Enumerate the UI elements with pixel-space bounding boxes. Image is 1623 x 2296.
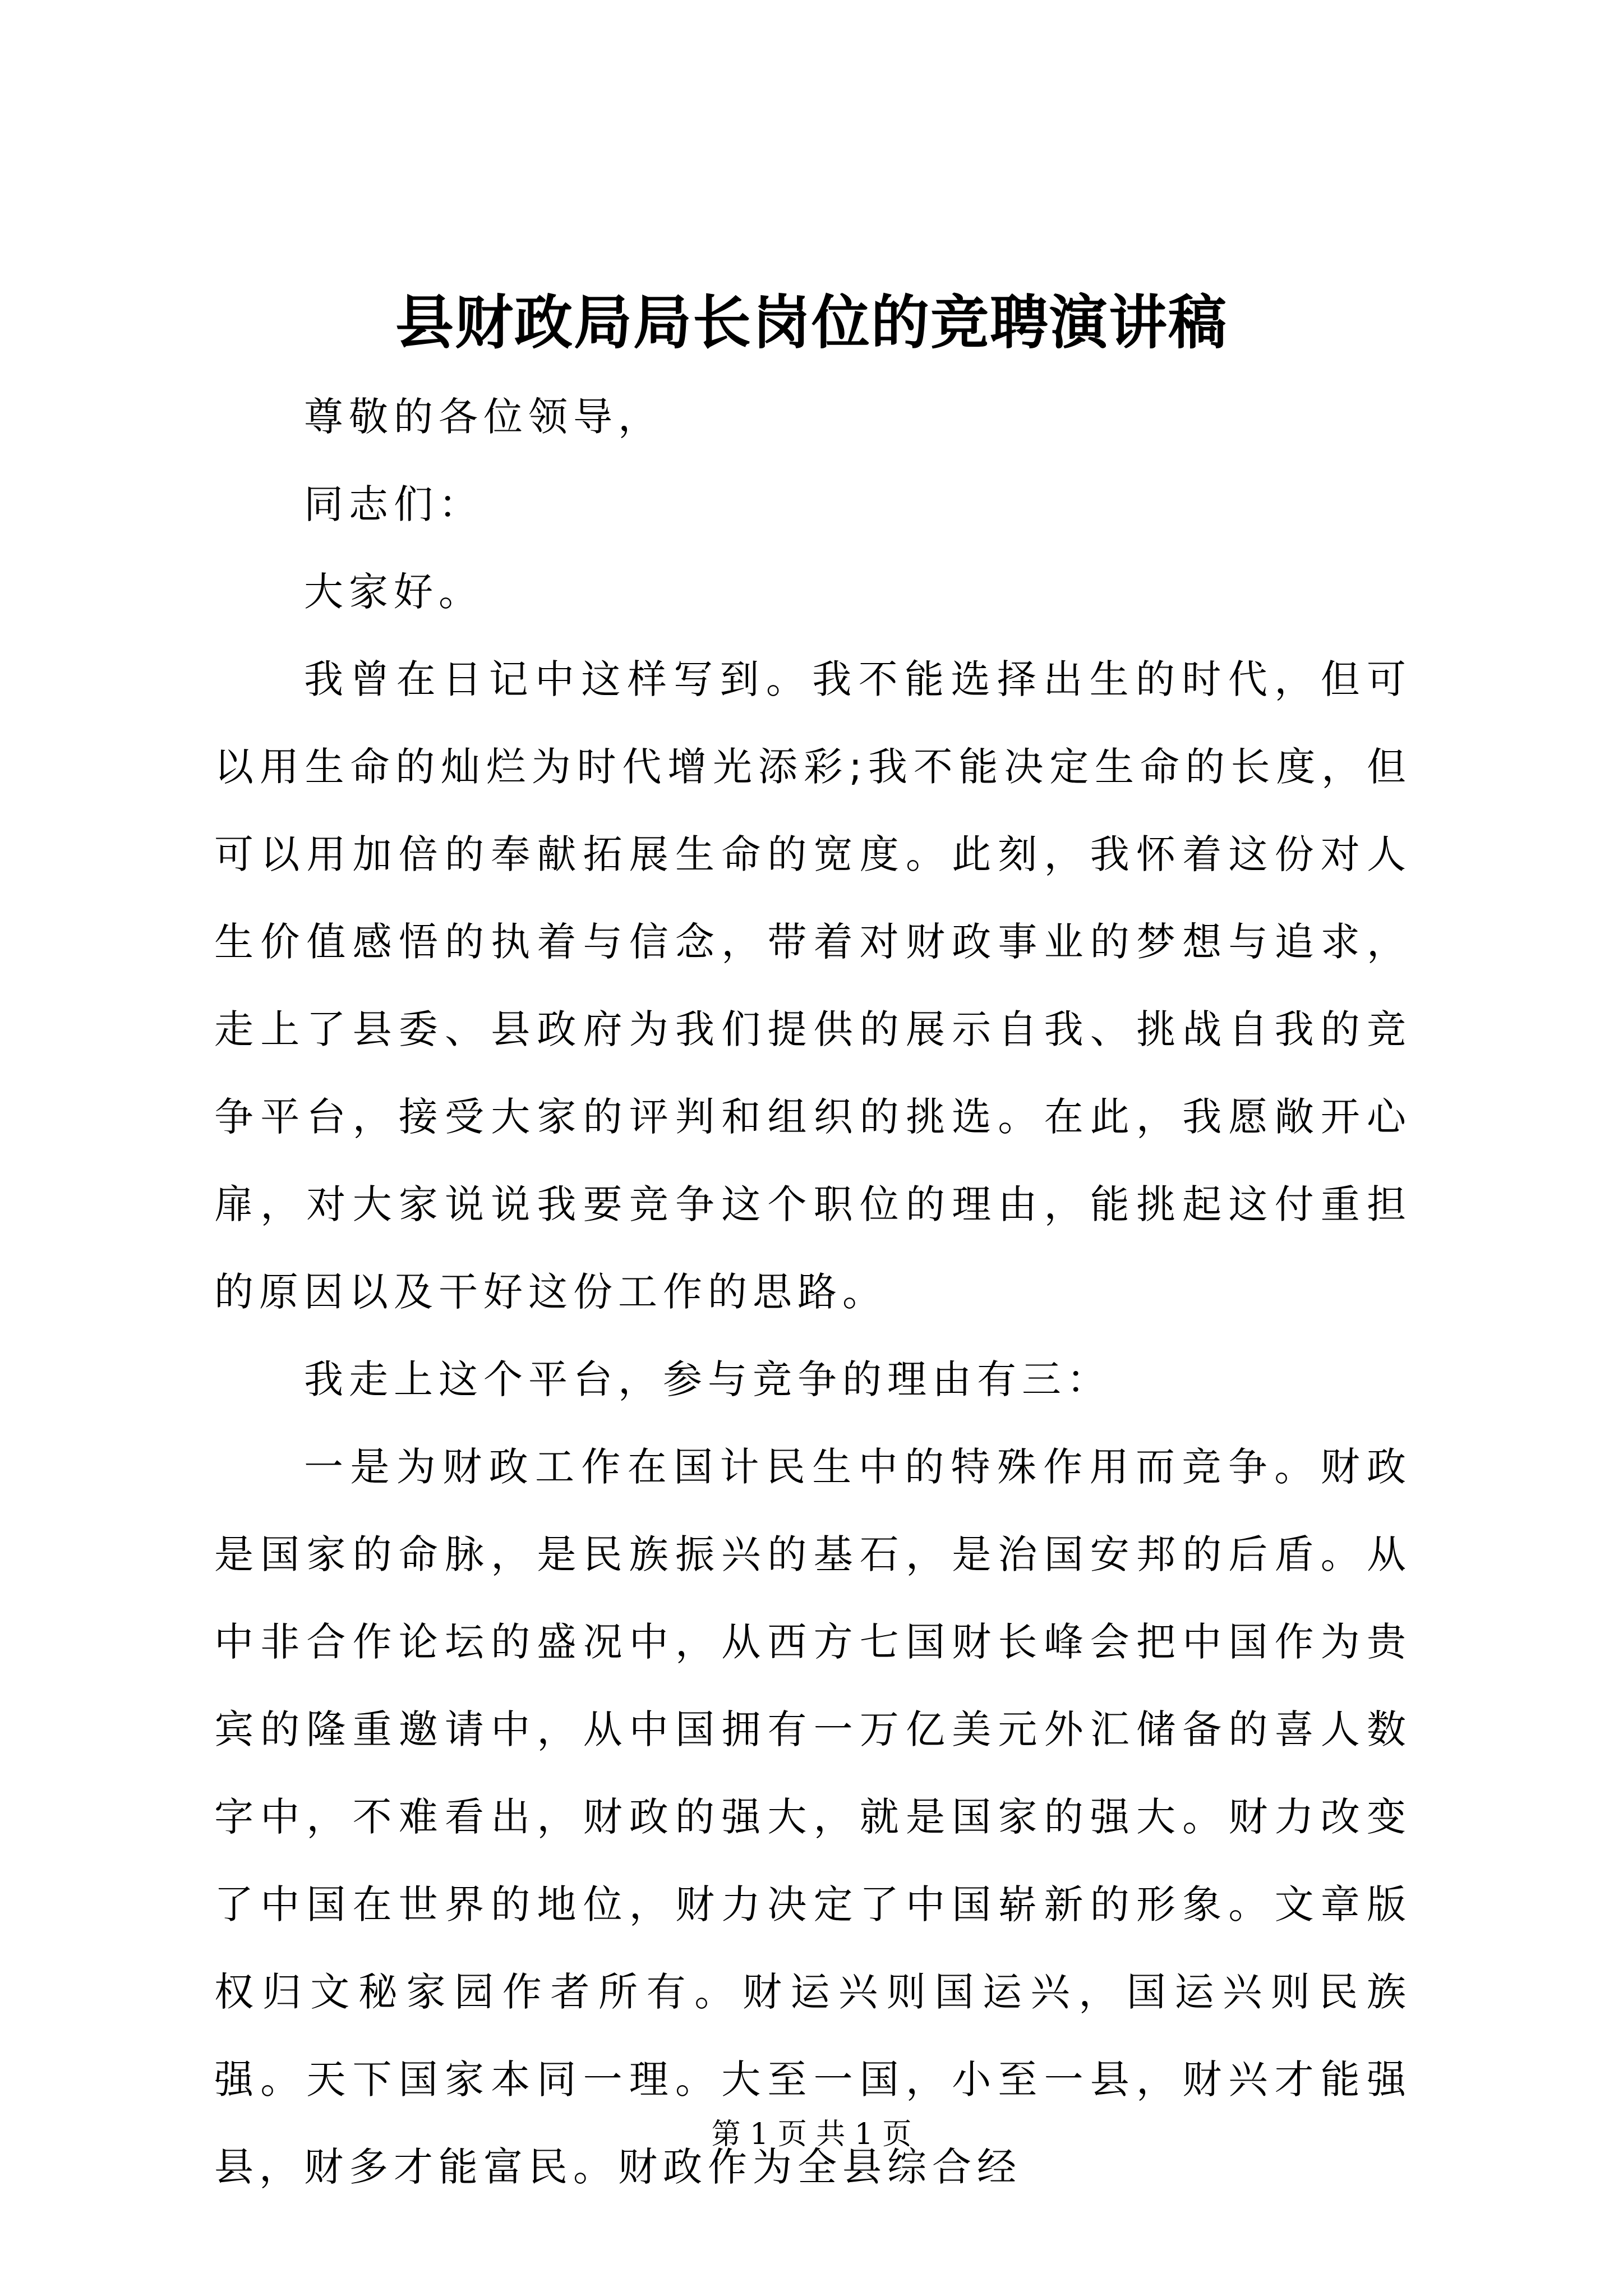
intro-paragraph: 我曾在日记中这样写到。我不能选择出生的时代，但可以用生命的灿烂为时代增光添彩;我不能决定生命的长度，但可以用加倍的奉献拓展生命的宽度。此刻，我怀着这份对人生价值感悟的执着与信念，带着对财政事业的梦想与追求，走上了县委、县政府为我们提供的展示自我、挑战自我的竞争平台，接受大家的评判和组织的挑选。在此，我愿敞开心扉，对大家说说我要竞争这个职位的理由，能挑起这付重担的原因以及干好这份工作的思路。 (214, 656, 1412, 1315)
salutation-paragraph: 同志们： (304, 481, 483, 527)
document-title: 县财政局局长岗位的竞聘演讲稿 (395, 288, 1228, 357)
page-footer: 第 1 页 共 1 页 (711, 2118, 912, 2151)
greeting-paragraph: 尊敬的各位领导， (304, 394, 663, 440)
reason-one-paragraph: 一是为财政工作在国计民生中的特殊作用而竞争。财政是国家的命脉，是民族振兴的基石，是治国安邦的后盾。从中非合作论坛的盛况中，从西方七国财长峰会把中国作为贵宾的隆重邀请中，从中国拥有一万亿美元外汇储备的喜人数字中，不难看出，财政的强大，就是国家的强大。财力改变了中国在世界的地位，财力决定了中国崭新的形象。文章版权归文秘家园作者所有。财运兴则国运兴，国运兴则民族强。天下国家本同一理。大至一国，小至一县，财兴才能强县，财多才能富民。财政作为全县综合经 (214, 1444, 1412, 2190)
reasons-heading-paragraph: 我走上这个平台，参与竞争的理由有三： (304, 1356, 1112, 1402)
document-body (214, 373, 1412, 2211)
hello-paragraph: 大家好。 (304, 569, 483, 615)
